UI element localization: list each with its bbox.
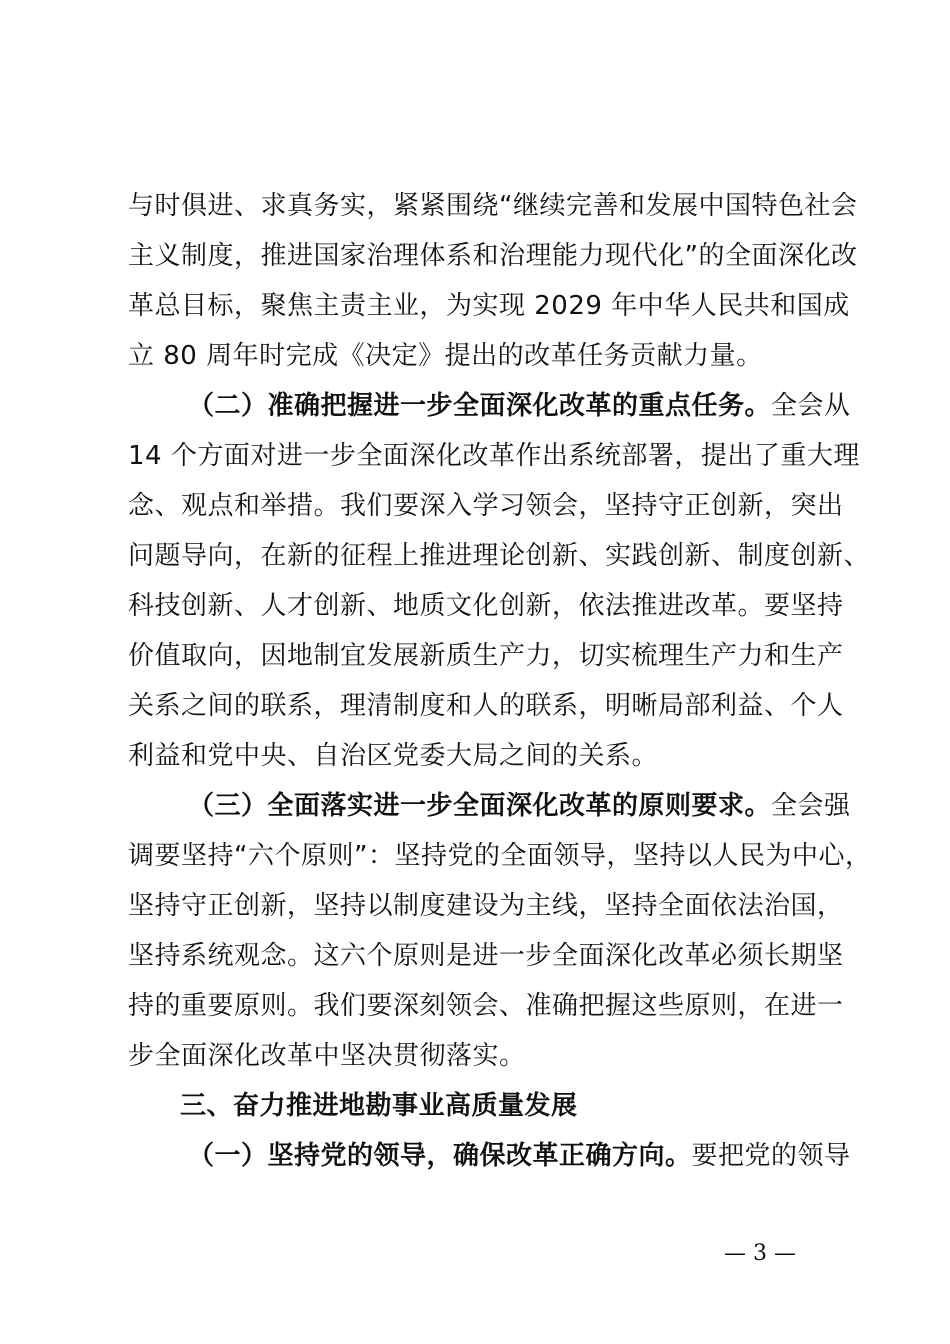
paragraph-text: 要把党的领导 (691, 1141, 851, 1171)
paragraph-line: 利益和党中央、自治区党委大局之间的关系。 (128, 741, 659, 771)
paragraph-line: 坚持守正创新，坚持以制度建设为主线，坚持全面依法治国， (128, 891, 844, 921)
paragraph-line: 关系之间的联系，理清制度和人的联系，明晰局部利益、个人 (128, 691, 844, 721)
paragraph-line: 立 80 周年时完成《决定》提出的改革任务贡献力量。 (128, 341, 763, 371)
paragraph-first-line (188, 1136, 851, 1176)
paragraph-text: 全会从 (771, 391, 851, 421)
paragraph-line: 问题导向，在新的征程上推进理论创新、实践创新、制度创新、 (128, 541, 871, 571)
paragraph-first-line (188, 386, 851, 426)
paragraph-line: 与时俱进、求真务实，紧紧围绕“继续完善和发展中国特色社会 (128, 191, 858, 221)
paragraph-line: 主义制度，推进国家治理体系和治理能力现代化”的全面深化改 (128, 241, 858, 271)
subheading: （一）坚持党的领导，确保改革正确方向。 (188, 1141, 692, 1171)
paragraph-first-line (188, 786, 851, 826)
paragraph-line: 念、观点和举措。我们要深入学习领会，坚持守正创新，突出 (128, 491, 844, 521)
paragraph-line: 革总目标，聚焦主责主业，为实现 2029 年中华人民共和国成 (128, 291, 850, 321)
section-heading: 三、奋力推进地勘事业高质量发展 (180, 1091, 578, 1121)
paragraph-line: 持的重要原则。我们要深刻领会、准确把握这些原则，在进一 (128, 991, 844, 1021)
paragraph-line: 调要坚持“六个原则”：坚持党的全面领导，坚持以人民为中心， (128, 841, 872, 871)
paragraph-line: 价值取向，因地制宜发展新质生产力，切实梳理生产力和生产 (128, 641, 844, 671)
paragraph-line: 科技创新、人才创新、地质文化创新，依法推进改革。要坚持 (128, 591, 844, 621)
subheading: （二）准确把握进一步全面深化改革的重点任务。 (188, 391, 772, 421)
paragraph-line: 步全面深化改革中坚决贯彻落实。 (128, 1041, 526, 1071)
paragraph-line: 坚持系统观念。这六个原则是进一步全面深化改革必须长期坚 (128, 941, 844, 971)
paragraph-text: 全会强 (771, 791, 851, 821)
paragraph-line: 14 个方面对进一步全面深化改革作出系统部署，提出了重大理 (128, 441, 860, 471)
page-number: — 3 — (724, 1241, 796, 1266)
subheading: （三）全面落实进一步全面深化改革的原则要求。 (188, 791, 772, 821)
